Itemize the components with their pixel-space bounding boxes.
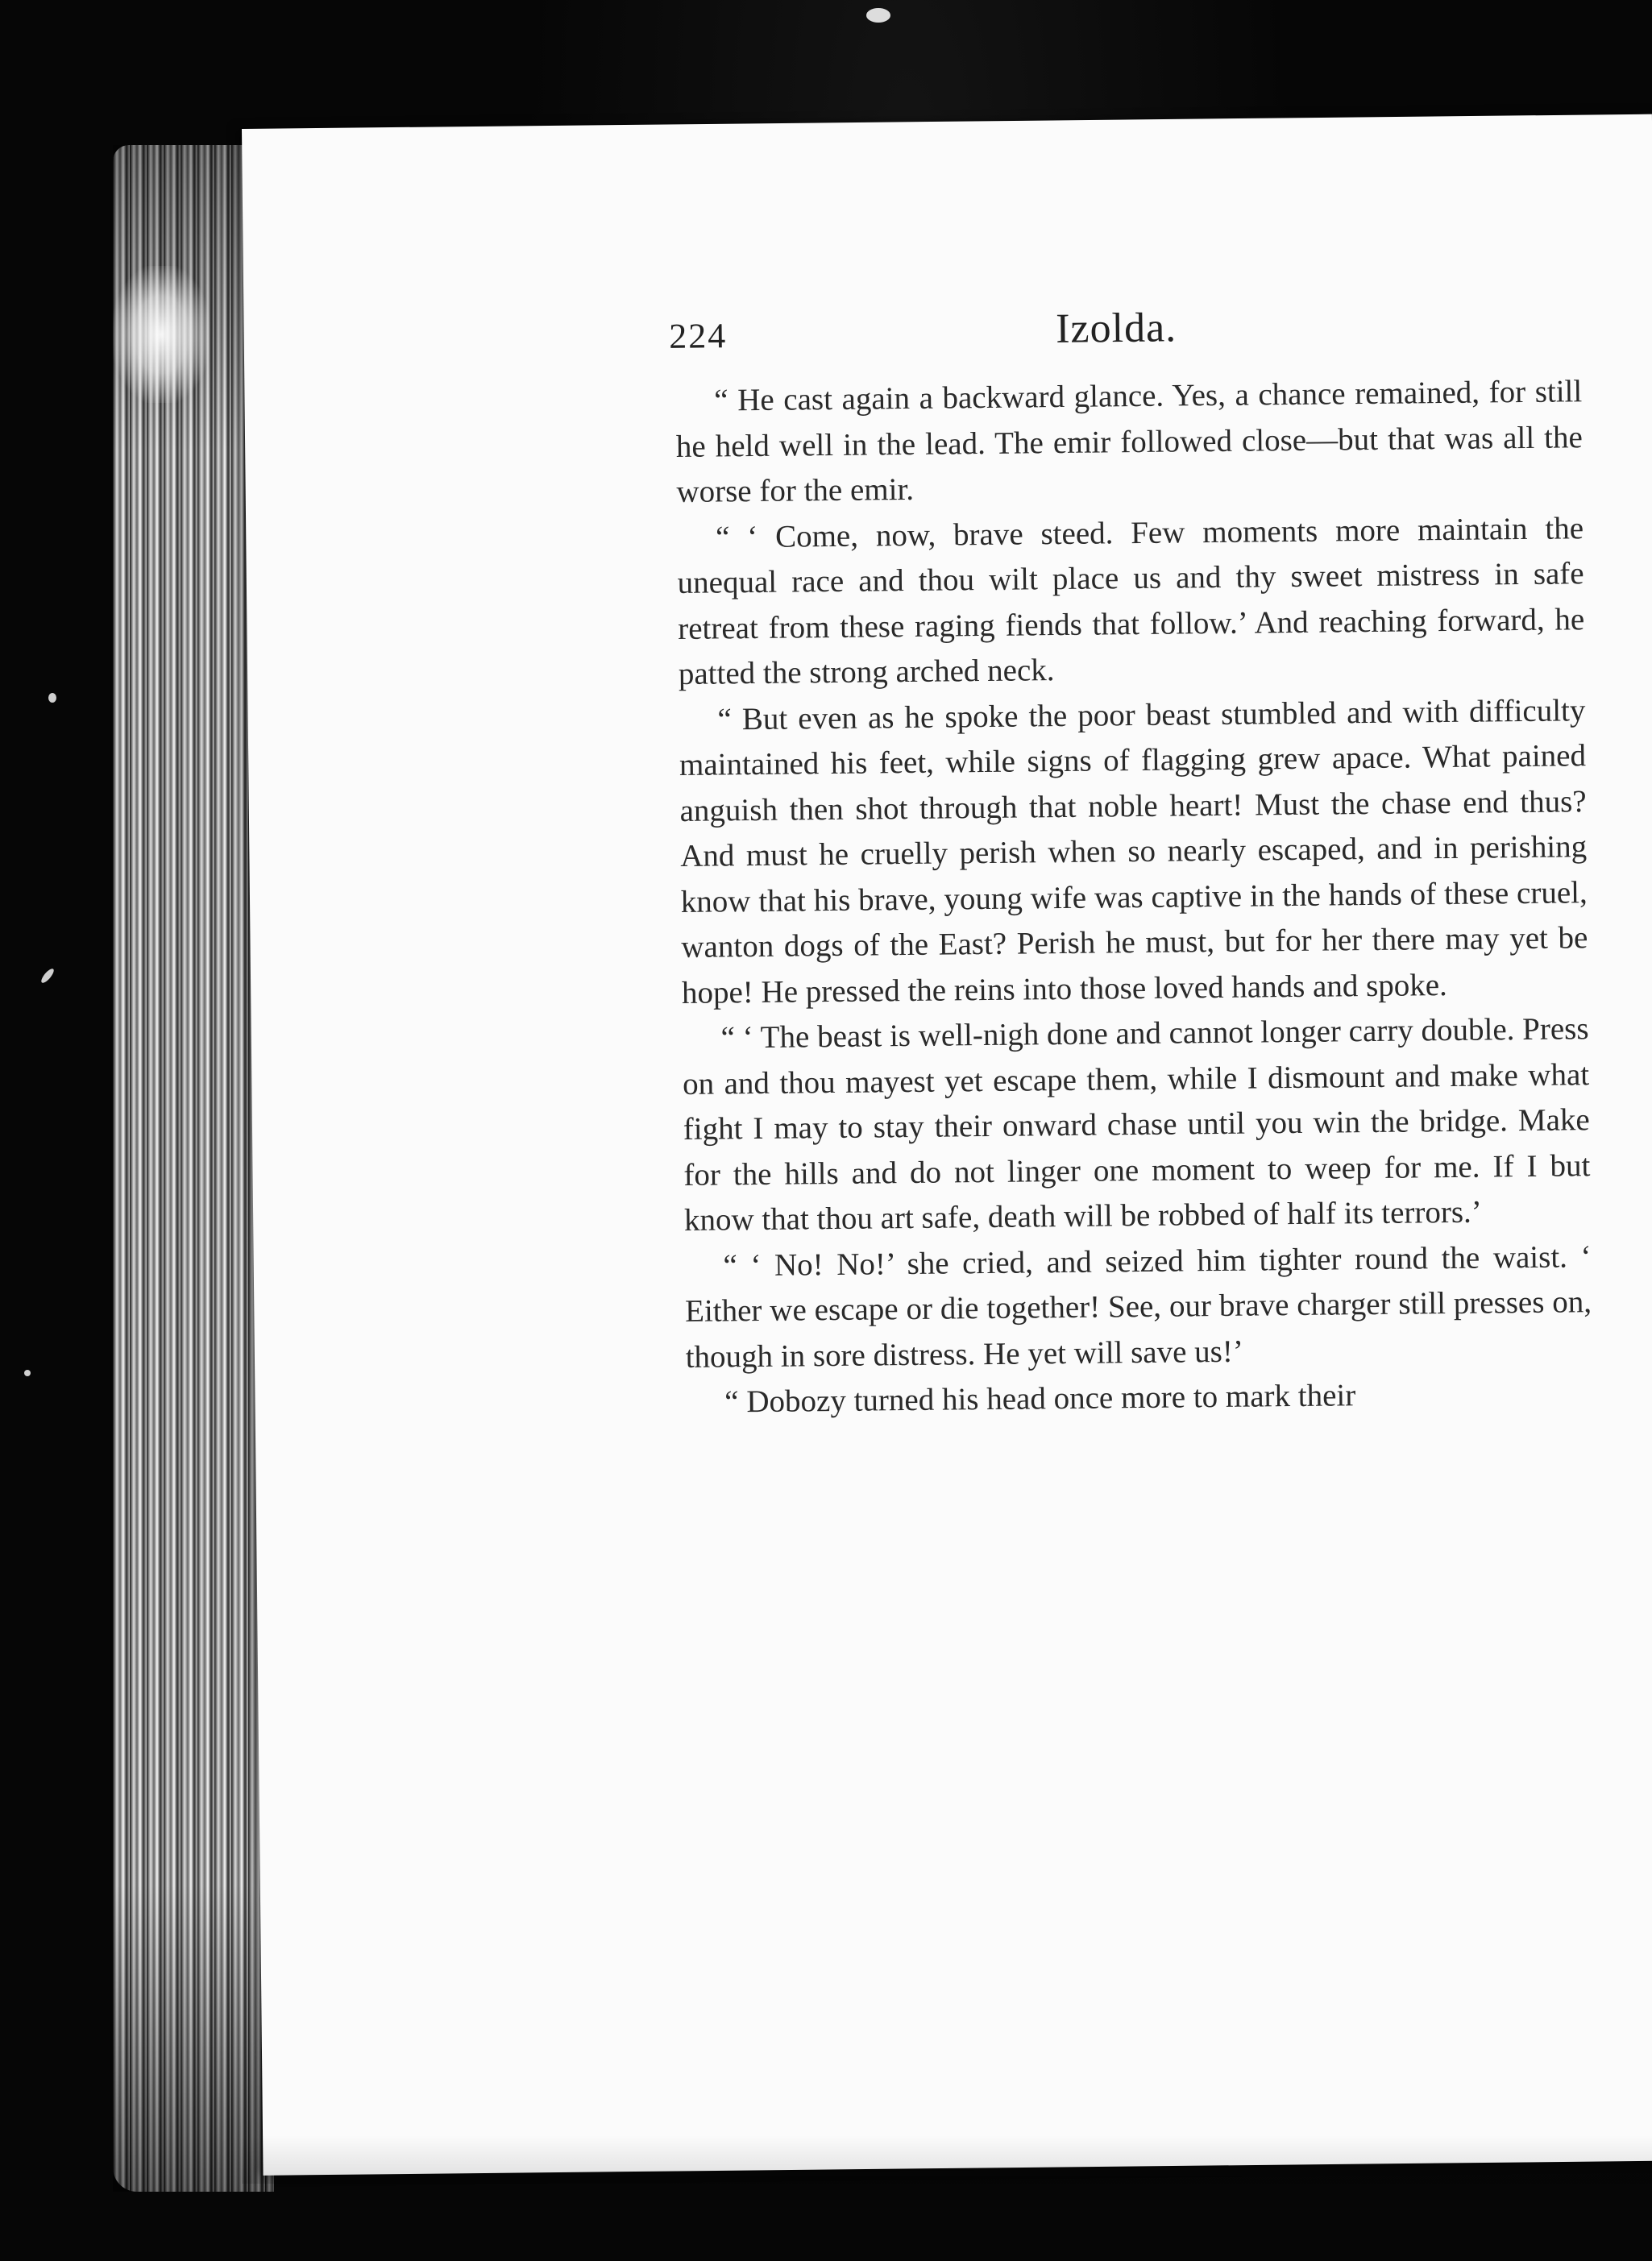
dust-speck — [48, 693, 56, 703]
dust-speck — [866, 8, 890, 23]
body-text — [675, 369, 1593, 1425]
paragraph: “ ‘ No! No!’ she cried, and seized him tighter round the waist. ‘ Either we escape or die together! See, our brave charger still presses on, though in sore distress. He yet will save us!’ — [684, 1238, 1592, 1375]
dust-speck — [24, 1370, 31, 1376]
paragraph: “ He cast again a backward glance. Yes, a chance remained, for still he held well in the lead. The emir followed close—but that was all the worse for the emir. — [675, 374, 1584, 509]
paragraph: “ But even as he spoke the poor beast stumbled and with difficulty maintained his feet, while signs of flagging grew apace. What pained anguish then shot through that noble heart! Must the chase end thus? And must he cruelly perish when so nearly escaped, and in perishing know that his brave, young wife was captive in the hands of these cruel, wanton dogs of the East? Perish he must, but for her there may yet be hope! He pressed the reins into those loved hands and spoke. — [679, 692, 1588, 1010]
light-glare — [113, 266, 210, 403]
page-shadow — [242, 2135, 1652, 2184]
running-head — [427, 305, 1395, 383]
paragraph: “ ‘ The beast is well-nigh done and cannot longer carry double. Press on and thou mayest yet escape them, while I dismount and make what fight I may to stay their onward chase until you win the bridge. Make for the hills and do not linger one moment to weep for me. If I but know that thou art safe, death will be robbed of half its terrors.’ — [682, 1011, 1591, 1238]
page-number: 224 — [668, 316, 728, 356]
paragraph: “ ‘ Come, now, brave steed. Few moments more maintain the unequal race and thou wilt place us and thy sweet mistress in safe retreat from these raging fiends that follow.’ And reaching forward, he patted the strong arched neck. — [677, 510, 1585, 691]
page-title: Izolda. — [1055, 305, 1177, 352]
paragraph: “ Dobozy turned his head once more to mark their — [724, 1378, 1356, 1420]
